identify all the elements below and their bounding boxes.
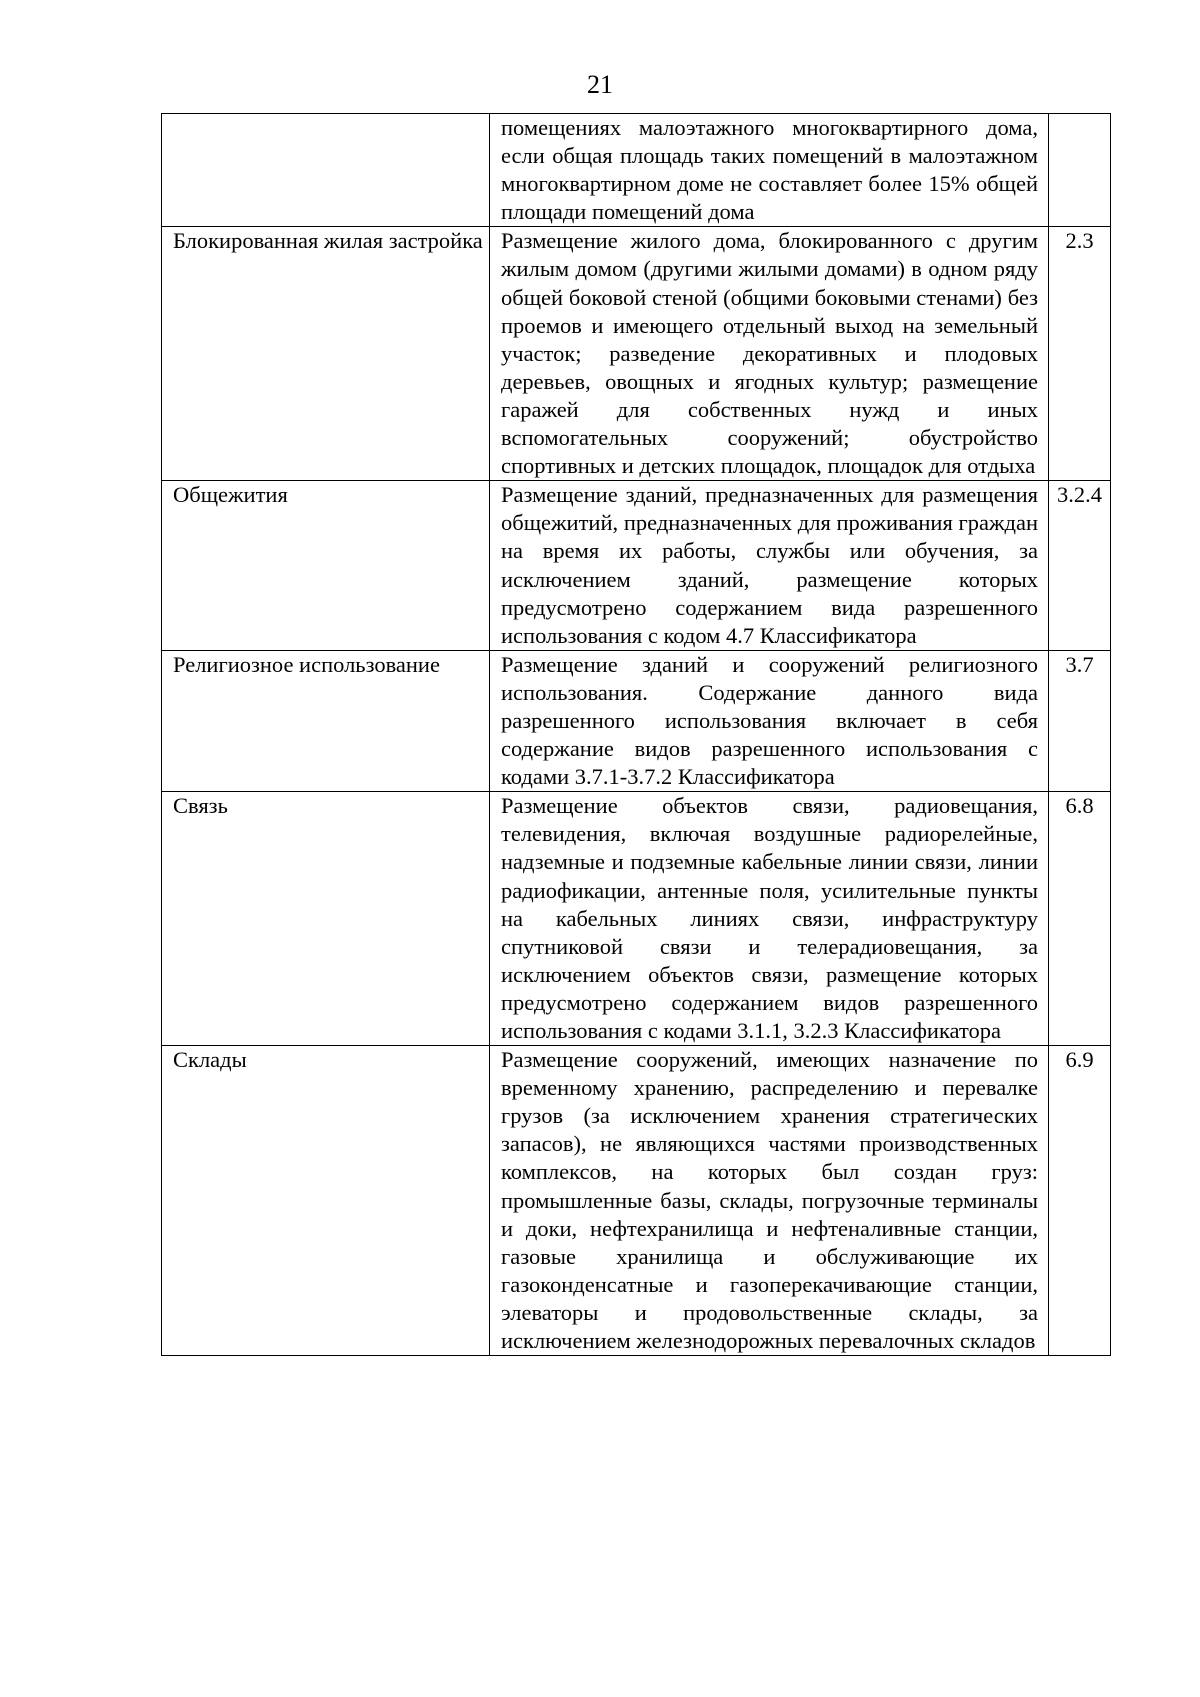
use-name-cell — [162, 114, 490, 227]
use-name-cell: Религиозное использование — [162, 650, 490, 791]
table-row — [162, 1046, 1111, 1356]
use-description-cell: Размещение зданий, предназначенных для размещения общежитий, предназначенных для проживания граждан на время их работы, службы или обучения, за исключением зданий, размещение которых предусмотрено содержанием вида разрешенного использования с кодом 4.7 Классификатора — [490, 481, 1049, 651]
page-number: 21 — [587, 70, 613, 99]
table-row — [162, 227, 1111, 481]
table-row — [162, 650, 1111, 791]
use-code-cell: 6.9 — [1049, 1046, 1111, 1356]
use-description-cell: Размещение объектов связи, радиовещания, телевидения, включая воздушные радиорелейные, надземные и подземные кабельные линии связи, линии радиофикации, антенные поля, усилительные пункты на кабельных линиях связи, инфраструктуру спутниковой связи и телерадиовещания, за исключением объектов связи, размещение которых предусмотрено содержанием видов разрешенного использования с кодами 3.1.1, 3.2.3 Классификатора — [490, 792, 1049, 1046]
table-row — [162, 114, 1111, 227]
use-code-cell: 2.3 — [1049, 227, 1111, 481]
use-description-cell: Размещение жилого дома, блокированного с другим жилым домом (другими жилыми домами) в одном ряду общей боковой стеной (общими боковыми стенами) без проемов и имеющего отдельный выход на земельный участок; разведение декоративных и плодовых деревьев, овощных и ягодных культур; размещение гаражей для собственных нужд и иных вспомогательных сооружений; обустройство спортивных и детских площадок, площадок для отдыха — [490, 227, 1049, 481]
use-description-cell: Размещение зданий и сооружений религиозного использования. Содержание данного вида разрешенного использования включает в себя содержание видов разрешенного использования с кодами 3.7.1-3.7.2 Классификатора — [490, 650, 1049, 791]
use-description-cell: Размещение сооружений, имеющих назначение по временному хранению, распределению и перевалке грузов (за исключением хранения стратегических запасов), не являющихся частями производственных комплексов, на которых был создан груз: промышленные базы, склады, погрузочные терминалы и доки, нефтехранилища и нефтеналивные станции, газовые хранилища и обслуживающие их газоконденсатные и газоперекачивающие станции, элеваторы и продовольственные склады, за исключением железнодорожных перевалочных складов — [490, 1046, 1049, 1356]
use-name-cell: Связь — [162, 792, 490, 1046]
use-code-cell: 6.8 — [1049, 792, 1111, 1046]
land-use-table — [161, 113, 1111, 1356]
table-row — [162, 481, 1111, 651]
use-name-cell: Общежития — [162, 481, 490, 651]
table-row — [162, 792, 1111, 1046]
use-code-cell: 3.7 — [1049, 650, 1111, 791]
use-code-cell: 3.2.4 — [1049, 481, 1111, 651]
use-code-cell — [1049, 114, 1111, 227]
use-description-cell: помещениях малоэтажного многоквартирного дома, если общая площадь таких помещений в малоэтажном многоквартирном доме не составляет более 15% общей площади помещений дома — [490, 114, 1049, 227]
use-name-cell: Склады — [162, 1046, 490, 1356]
use-name-cell: Блокированная жилая застройка — [162, 227, 490, 481]
